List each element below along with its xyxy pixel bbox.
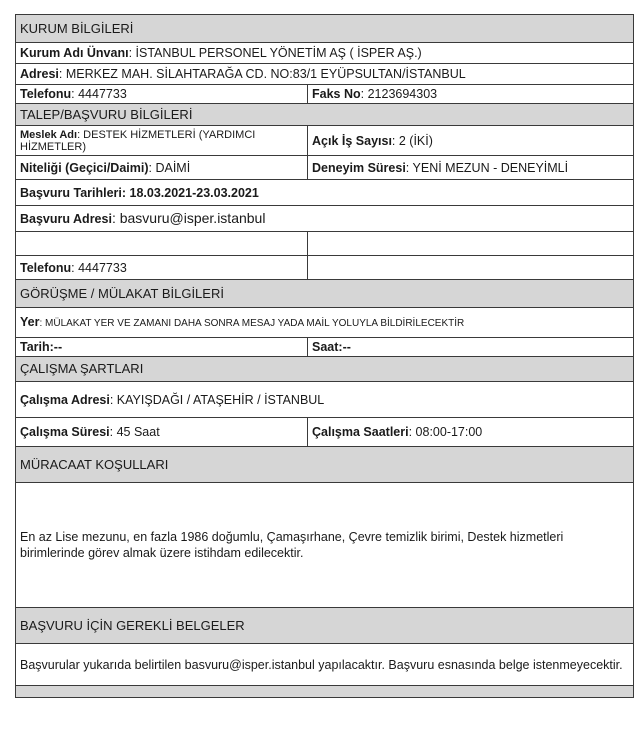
gorusme-tarih-cell <box>16 338 308 357</box>
section-header-muracaat: MÜRACAAT KOŞULLARI <box>16 447 634 483</box>
section-header-talep: TALEP/BAŞVURU BİLGİLERİ <box>16 104 634 126</box>
basvuru-tarih: Başvuru Tarihleri: 18.03.2021-23.03.2021 <box>20 185 259 200</box>
job-posting-form <box>15 14 633 698</box>
basvuru-adres-label: Başvuru Adresi <box>20 212 112 226</box>
gorusme-tarih: Tarih:-- <box>20 340 63 354</box>
acik-is-label: Açık İş Sayısı <box>312 133 392 148</box>
empty-cell-right <box>308 232 634 256</box>
calisma-adres-cell <box>16 382 634 418</box>
gorusme-saat-cell <box>308 338 634 357</box>
calisma-saat-label: Çalışma Saatleri <box>312 425 409 439</box>
basvuru-adres-value: : basvuru@isper.istanbul <box>111 210 266 226</box>
kurum-faks-value: : 2123694303 <box>360 87 438 101</box>
nitelik-label: Niteliği (Geçici/Daimi) <box>20 160 149 175</box>
belgeler-text: Başvurular yukarıda belirtilen basvuru@isper.istanbul yapılacaktır. Başvuru esnasında belge istenmeyecektir. <box>16 644 634 686</box>
empty-cell-left <box>16 232 308 256</box>
section-header-calisma: ÇALIŞMA ŞARTLARI <box>16 357 634 382</box>
kurum-adres-cell <box>16 64 634 85</box>
muracaat-text: En az Lise mezunu, en fazla 1986 doğumlu, Çamaşırhane, Çevre temizlik birimi, Destek hizmetleri birimlerinde görev almak üzere istihdam edilecektir. <box>16 483 634 608</box>
basvuru-telefon-value: : 4447733 <box>71 260 127 275</box>
kurum-telefon-value: : 4447733 <box>71 87 127 101</box>
deneyim-cell <box>308 156 634 180</box>
calisma-adres-label: Çalışma Adresi <box>20 392 110 407</box>
meslek-label: Meslek Adı <box>20 128 78 141</box>
kurum-adres-label: Adresi <box>20 67 59 81</box>
calisma-adres-value: : KAYIŞDAĞI / ATAŞEHİR / İSTANBUL <box>109 392 325 407</box>
kurum-unvan-cell <box>16 43 634 64</box>
meslek-cell <box>16 126 308 156</box>
basvuru-telefon-label: Telefonu <box>20 260 72 275</box>
section-header-belgeler: BAŞVURU İÇİN GEREKLİ BELGELER <box>16 608 634 644</box>
calisma-saat-value: : 08:00-17:00 <box>408 425 483 439</box>
section-header-kurum: KURUM BİLGİLERİ <box>16 15 634 43</box>
kurum-telefon-label: Telefonu <box>20 87 72 101</box>
calisma-sure-value: : 45 Saat <box>109 425 160 439</box>
gorusme-yer-value: : MÜLAKAT YER VE ZAMANI DAHA SONRA MESAJ YADA MAİL YOLUYLA BİLDİRİLECEKTİR <box>39 317 465 329</box>
meslek-value: : DESTEK HİZMETLERİ (YARDIMCI HİZMETLER) <box>20 128 256 153</box>
gorusme-saat: Saat:-- <box>312 340 351 354</box>
gorusme-yer-label: Yer <box>20 314 40 329</box>
kurum-telefon-cell <box>16 85 308 104</box>
basvuru-adres-cell <box>16 206 634 232</box>
form-table <box>15 14 634 698</box>
calisma-sure-label: Çalışma Süresi <box>20 425 110 439</box>
basvuru-telefon-empty <box>308 256 634 280</box>
deneyim-value: : YENİ MEZUN - DENEYİMLİ <box>405 160 569 175</box>
bottom-band <box>16 686 634 698</box>
nitelik-cell <box>16 156 308 180</box>
nitelik-value: : DAİMİ <box>148 160 191 175</box>
gorusme-yer-cell <box>16 308 634 338</box>
kurum-adres-value: : MERKEZ MAH. SİLAHTARAĞA CD. NO:83/1 EYÜPSULTAN/İSTANBUL <box>58 67 466 81</box>
kurum-unvan-label: Kurum Adı Ünvanı <box>20 46 129 60</box>
kurum-faks-cell <box>308 85 634 104</box>
acik-is-cell <box>308 126 634 156</box>
section-header-gorusme: GÖRÜŞME / MÜLAKAT BİLGİLERİ <box>16 280 634 308</box>
kurum-unvan-value: : İSTANBUL PERSONEL YÖNETİM AŞ ( İSPER AŞ.) <box>128 46 422 60</box>
basvuru-telefon-cell <box>16 256 308 280</box>
calisma-sure-cell <box>16 418 308 447</box>
acik-is-value: : 2 (İKİ) <box>391 133 433 148</box>
basvuru-tarih-cell <box>16 180 634 206</box>
deneyim-label: Deneyim Süresi <box>312 160 406 175</box>
kurum-faks-label: Faks No <box>312 87 361 101</box>
calisma-saat-cell <box>308 418 634 447</box>
